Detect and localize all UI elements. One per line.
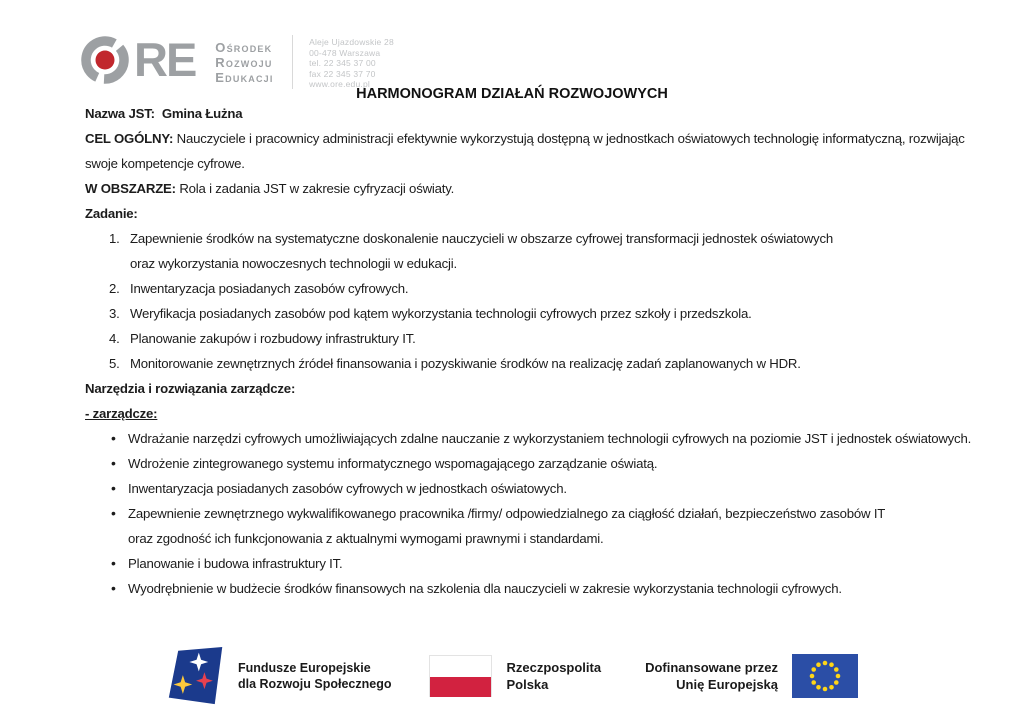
address-line: Aleje Ujazdowskie 28 <box>309 37 394 47</box>
bullet-item: • Wyodrębnienie w budżecie środków finansowych na szkolenia dla nauczycieli w zakresie wykorzystania technologii cyfrowych. <box>85 576 945 601</box>
address-line: www.ore.edu.pl <box>309 79 370 90</box>
task-list <box>85 226 945 376</box>
obszar-line <box>85 176 945 201</box>
bullet-item: • Planowanie i budowa infrastruktury IT. <box>85 551 945 576</box>
page-title: HARMONOGRAM DZIAŁAŃ ROZWOJOWYCH <box>356 86 668 102</box>
eu-funding-label <box>645 659 778 693</box>
bullet-item: • Wdrażanie narzędzi cyfrowych umożliwiających zdalne nauczanie z wykorzystaniem technologii cyfrowych na poziomie JST i jednostek oświatowych. <box>85 426 945 451</box>
fe-label-line2: dla Rozwoju Społecznego <box>237 677 392 691</box>
poland-flag-icon <box>429 655 492 697</box>
address-line: 00-478 Warszawa <box>309 47 381 58</box>
rzeczpospolita-polska-label <box>506 659 601 693</box>
fundusze-europejskie-label <box>238 660 391 692</box>
cel-ogolny-text1: Nauczyciele i pracownicy administracji efektywnie wykorzystują dostępną w jednostkach oświatowych technologię informatyczną, rozwijając <box>176 131 965 146</box>
ore-logo-icon <box>78 33 132 87</box>
fundusze-europejskie-group <box>166 646 391 706</box>
org-name-line: Rozwoju <box>215 55 273 70</box>
ore-address <box>309 37 394 90</box>
task-item: Weryfikacja posiadanych zasobów pod kątem wykorzystania technologii cyfrowych przez szkoły i przedszkola. <box>130 306 752 321</box>
funding-logos-footer <box>0 646 1024 706</box>
task-item: Zapewnienie środków na systematyczne doskonalenie nauczycieli w obszarze cyfrowej transformacji jednostek oświatowych oraz wykorzystania nowoczesnych technologii w edukacji. <box>130 231 833 271</box>
nazwa-jst-value: Gmina Łużna <box>161 106 243 121</box>
task-item: Inwentaryzacja posiadanych zasobów cyfrowych. <box>130 281 409 296</box>
zarzadcze-subheading: - zarządcze: <box>85 406 158 421</box>
cel-ogolny-line1 <box>85 126 965 151</box>
nazwa-jst-label: Nazwa JST: <box>85 106 155 121</box>
eu-funding-group <box>645 654 858 698</box>
bullet-item: • Zapewnienie zewnętrznego wykwalifikowanego pracownika /firmy/ odpowiedzialnego za ciągłość działań, bezpieczeństwo zasobów IT oraz zgodność ich funkcjonowania z aktualnymi wymogami prawnymi i standardami. <box>85 501 945 551</box>
address-line: fax 22 345 37 70 <box>309 68 376 79</box>
eu-label-line1: Dofinansowane przez <box>645 660 779 675</box>
bullet-item: • Inwentaryzacja posiadanych zasobów cyfrowych w jednostkach oświatowych. <box>85 476 945 501</box>
nazwa-jst-line <box>85 101 945 126</box>
letterhead-divider <box>292 35 294 89</box>
fundusze-europejskie-flag-icon <box>166 646 226 706</box>
rp-label-line1: Rzeczpospolita <box>506 660 602 675</box>
bullet-item: • Wdrożenie zintegrowanego systemu informatycznego wspomagającego zarządzanie oświatą. <box>85 451 945 476</box>
ore-wordmark: RE <box>134 33 196 86</box>
org-name-line: Edukacji <box>215 70 274 85</box>
ore-logo <box>78 33 195 87</box>
eu-flag-icon <box>792 654 858 698</box>
task-item: Monitorowanie zewnętrznych źródeł finansowania i pozyskiwanie środków na realizację zadań zaplanowanych w HDR. <box>130 356 801 371</box>
tools-heading: Narzędzia i rozwiązania zarządcze: <box>85 381 296 396</box>
org-name-line: Ośrodek <box>215 40 273 55</box>
ore-letterhead <box>78 33 394 90</box>
address-line: tel. 22 345 37 00 <box>309 58 376 69</box>
rzeczpospolita-polska-group <box>429 655 601 697</box>
eu-label-line2: Unię Europejską <box>676 677 779 692</box>
cel-ogolny-line2: swoje kompetencje cyfrowe. <box>85 156 245 171</box>
obszar-label: W OBSZARZE: <box>85 181 176 196</box>
zadanie-heading: Zadanie: <box>85 206 138 221</box>
ore-org-name <box>215 40 273 85</box>
bullet-list <box>85 426 972 601</box>
document-body <box>85 101 972 601</box>
obszar-text: Rola i zadania JST w zakresie cyfryzacji oświaty. <box>179 181 455 196</box>
fe-label-line1: Fundusze Europejskie <box>237 661 371 675</box>
cel-ogolny-label: CEL OGÓLNY: <box>85 131 174 146</box>
rp-label-line2: Polska <box>506 677 549 692</box>
task-item: Planowanie zakupów i rozbudowy infrastruktury IT. <box>130 331 416 346</box>
